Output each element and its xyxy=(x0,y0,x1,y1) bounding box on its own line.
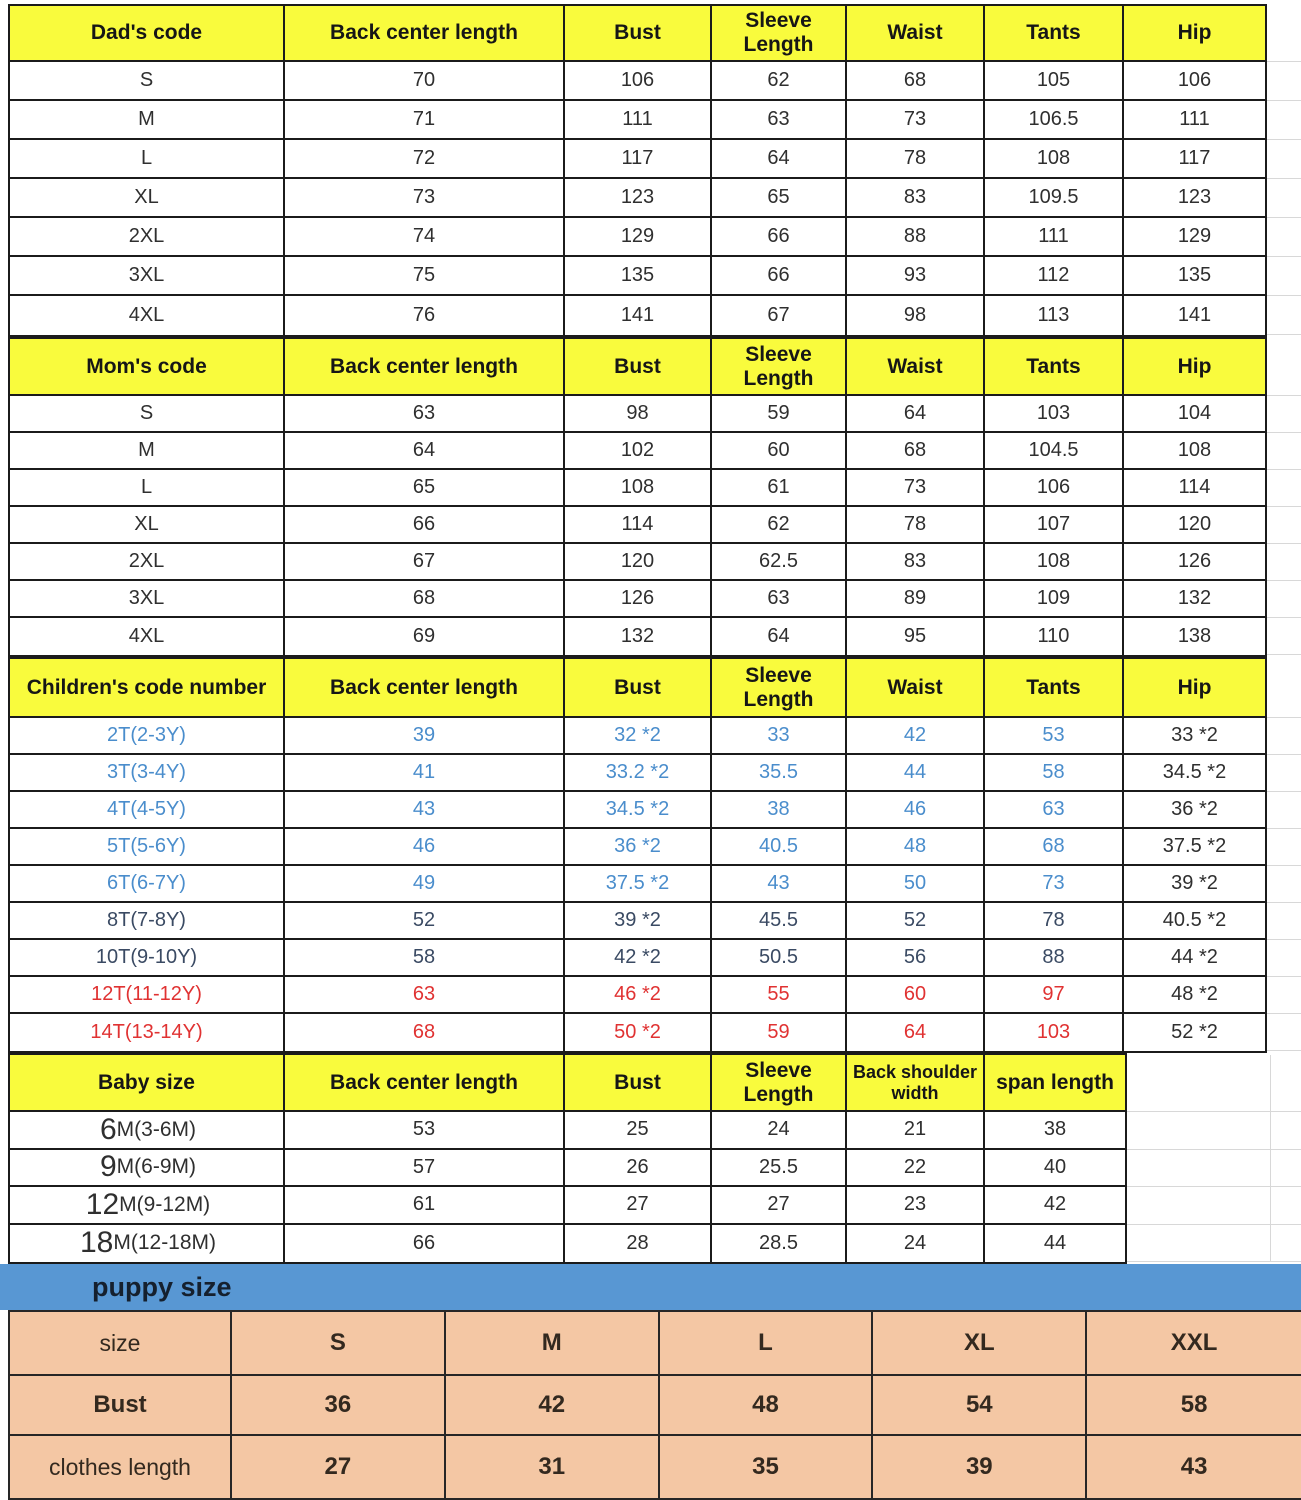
gutter-cell xyxy=(1267,218,1301,257)
table-cell: 98 xyxy=(565,396,712,433)
table-cell: 23 xyxy=(847,1187,985,1225)
table-cell: 25 xyxy=(565,1112,712,1150)
table-cell: 68 xyxy=(285,1014,565,1051)
childrens-size-table xyxy=(8,657,1301,1053)
gutter-cell xyxy=(1127,1150,1271,1188)
puppy-cell: 43 xyxy=(1180,1453,1208,1480)
table-cell: 22 xyxy=(847,1150,985,1188)
table-cell: 2T(2-3Y) xyxy=(10,718,285,755)
spreadsheet-gutter xyxy=(1127,1055,1301,1262)
puppy-row-label: size xyxy=(10,1312,232,1376)
table-cell: M xyxy=(10,433,285,470)
table-cell: S xyxy=(10,62,285,101)
moms-size-table xyxy=(8,337,1301,657)
table-cell: 106 xyxy=(1124,62,1265,101)
table-cell: 43 xyxy=(712,866,847,903)
table-cell: 32 *2 xyxy=(565,718,712,755)
table-cell: 111 xyxy=(565,101,712,140)
header-cell: span length xyxy=(985,1055,1125,1112)
puppy-size-table xyxy=(8,1310,1301,1500)
table-cell: 62 xyxy=(712,62,847,101)
table-cell: 108 xyxy=(565,470,712,507)
puppy-cell: 39 xyxy=(873,1436,1087,1498)
table-cell: 72 xyxy=(285,140,565,179)
table-cell: 64 xyxy=(847,1014,985,1051)
table-cell: 126 xyxy=(565,581,712,618)
baby-size-table-grid xyxy=(8,1053,1127,1264)
table-cell: 66 xyxy=(285,507,565,544)
table-cell: 112 xyxy=(985,257,1124,296)
table-cell: 26 xyxy=(565,1150,712,1188)
table-cell: 68 xyxy=(847,62,985,101)
table-cell: 41 xyxy=(285,755,565,792)
puppy-cell: M xyxy=(446,1312,660,1376)
table-cell: 104.5 xyxy=(985,433,1124,470)
header-cell: Hip xyxy=(1124,659,1265,718)
puppy-cell: 35 xyxy=(660,1436,874,1498)
row-label-rest: M(3-6M) xyxy=(116,1117,196,1141)
table-cell: 50.5 xyxy=(712,940,847,977)
table-cell: 73 xyxy=(285,179,565,218)
row-label-cell xyxy=(10,1112,285,1150)
table-cell: 117 xyxy=(565,140,712,179)
table-cell: 88 xyxy=(985,940,1124,977)
gutter-cell xyxy=(1267,659,1301,718)
table-cell: 46 xyxy=(847,792,985,829)
table-cell: 88 xyxy=(847,218,985,257)
table-cell: 120 xyxy=(1124,507,1265,544)
puppy-cell: 54 xyxy=(873,1376,1087,1436)
table-cell: 44 *2 xyxy=(1124,940,1265,977)
table-cell: 129 xyxy=(565,218,712,257)
table-cell: 108 xyxy=(985,544,1124,581)
table-cell: 59 xyxy=(712,1014,847,1051)
table-cell: 28 xyxy=(565,1225,712,1263)
table-cell: 109.5 xyxy=(985,179,1124,218)
gutter-cell xyxy=(1267,140,1301,179)
table-cell: 103 xyxy=(985,1014,1124,1051)
table-cell: 38 xyxy=(712,792,847,829)
dads-size-table-grid xyxy=(8,4,1267,337)
table-cell: 106 xyxy=(985,470,1124,507)
table-cell: 106 xyxy=(565,62,712,101)
header-cell: Sleeve Length xyxy=(712,339,847,396)
gutter-cell xyxy=(1267,581,1301,618)
table-cell: 56 xyxy=(847,940,985,977)
table-cell: 108 xyxy=(985,140,1124,179)
table-cell: 4T(4-5Y) xyxy=(10,792,285,829)
table-cell: 66 xyxy=(285,1225,565,1263)
table-cell: 2XL xyxy=(10,218,285,257)
table-cell: 50 *2 xyxy=(565,1014,712,1051)
table-cell: 75 xyxy=(285,257,565,296)
header-cell: Back center length xyxy=(285,6,565,62)
table-cell: 49 xyxy=(285,866,565,903)
puppy-cell: XXL xyxy=(1087,1312,1301,1376)
table-cell: 42 xyxy=(847,718,985,755)
table-cell: 33.2 *2 xyxy=(565,755,712,792)
table-cell: 14T(13-14Y) xyxy=(10,1014,285,1051)
table-cell: 39 *2 xyxy=(565,903,712,940)
header-cell: Bust xyxy=(565,659,712,718)
puppy-row-label: Bust xyxy=(10,1376,232,1436)
table-cell: 135 xyxy=(565,257,712,296)
table-cell: 35.5 xyxy=(712,755,847,792)
table-cell: 52 xyxy=(285,903,565,940)
puppy-cell: 48 xyxy=(660,1376,874,1436)
table-cell: 53 xyxy=(985,718,1124,755)
table-cell: 24 xyxy=(712,1112,847,1150)
table-cell: 138 xyxy=(1177,625,1212,647)
table-cell: L xyxy=(10,140,285,179)
gutter-cell xyxy=(1267,396,1301,433)
table-cell: 141 xyxy=(565,296,712,335)
gutter-cell xyxy=(1267,792,1301,829)
table-cell: 110 xyxy=(985,618,1124,655)
table-cell: 61 xyxy=(712,470,847,507)
gutter-cell xyxy=(1271,1150,1301,1188)
header-cell: Waist xyxy=(847,659,985,718)
gutter-cell xyxy=(1271,1187,1301,1225)
header-cell: Waist xyxy=(847,6,985,62)
table-cell: 68 xyxy=(985,829,1124,866)
puppy-cell: 58 xyxy=(1087,1376,1301,1436)
table-cell: 66 xyxy=(712,218,847,257)
table-cell: 120 xyxy=(565,544,712,581)
table-cell: 106.5 xyxy=(985,101,1124,140)
table-cell: 40.5 *2 xyxy=(1124,903,1265,940)
puppy-cell: 27 xyxy=(232,1436,446,1498)
table-cell: 67 xyxy=(285,544,565,581)
table-cell: 62 xyxy=(712,507,847,544)
table-cell: 46 xyxy=(285,829,565,866)
table-cell: 103 xyxy=(985,396,1124,433)
table-cell: 3XL xyxy=(10,257,285,296)
table-cell: 113 xyxy=(985,296,1124,335)
header-cell: Children's code number xyxy=(10,659,285,718)
table-cell: 71 xyxy=(285,101,565,140)
gutter-cell xyxy=(1127,1112,1271,1150)
gutter-cell xyxy=(1267,618,1301,655)
gutter-cell xyxy=(1267,62,1301,101)
table-cell: 74 xyxy=(285,218,565,257)
table-cell: 66 xyxy=(712,257,847,296)
header-cell: Back center length xyxy=(285,1055,565,1112)
table-cell: 114 xyxy=(565,507,712,544)
table-cell: 10T(9-10Y) xyxy=(10,940,285,977)
puppy-cell: XL xyxy=(873,1312,1087,1376)
table-cell: 132 xyxy=(565,618,712,655)
table-cell: 4XL xyxy=(10,618,285,655)
gutter-cell xyxy=(1267,179,1301,218)
table-cell: 53 xyxy=(285,1112,565,1150)
gutter-cell xyxy=(1127,1055,1271,1112)
table-cell: 73 xyxy=(847,470,985,507)
row-label-rest: M(9-12M) xyxy=(119,1192,211,1216)
row-label-big: 9 xyxy=(99,1150,117,1184)
table-cell: 63 xyxy=(712,581,847,618)
gutter-cell xyxy=(1127,1225,1271,1263)
table-cell: 33 xyxy=(712,718,847,755)
table-cell: 42 xyxy=(985,1187,1125,1225)
table-cell: 33 *2 xyxy=(1124,718,1265,755)
table-cell: 12T(11-12Y) xyxy=(10,977,285,1014)
header-cell: Bust xyxy=(565,6,712,62)
gutter-cell xyxy=(1267,977,1301,1014)
table-cell: 52 *2 xyxy=(1171,1021,1218,1043)
table-cell: 44 xyxy=(847,755,985,792)
table-cell: 61 xyxy=(285,1187,565,1225)
header-cell: Back center length xyxy=(285,339,565,396)
table-cell: 108 xyxy=(1124,433,1265,470)
table-cell: 63 xyxy=(285,396,565,433)
table-cell: 123 xyxy=(1124,179,1265,218)
table-cell: 78 xyxy=(847,140,985,179)
table-cell: XL xyxy=(10,179,285,218)
row-label-cell xyxy=(10,1187,285,1225)
table-cell: 98 xyxy=(847,296,985,335)
table-cell: 63 xyxy=(285,977,565,1014)
table-cell: 64 xyxy=(285,433,565,470)
table-cell: 27 xyxy=(712,1187,847,1225)
table-cell: 27 xyxy=(565,1187,712,1225)
table-cell: 34.5 *2 xyxy=(565,792,712,829)
spreadsheet-gutter xyxy=(1267,659,1301,1051)
table-cell: 48 *2 xyxy=(1124,977,1265,1014)
header-cell: Bust xyxy=(565,1055,712,1112)
table-cell: 40.5 xyxy=(712,829,847,866)
table-cell: 60 xyxy=(847,977,985,1014)
table-cell: 109 xyxy=(985,581,1124,618)
row-label-big: 6 xyxy=(99,1112,117,1146)
table-cell: 37.5 *2 xyxy=(565,866,712,903)
gutter-cell xyxy=(1271,1055,1301,1112)
puppy-size-bar-label: puppy size xyxy=(92,1271,232,1302)
table-cell: 111 xyxy=(1124,101,1265,140)
gutter-cell xyxy=(1267,866,1301,903)
gutter-cell xyxy=(1267,101,1301,140)
row-label-cell xyxy=(10,1225,285,1263)
table-cell: 97 xyxy=(985,977,1124,1014)
gutter-cell xyxy=(1267,829,1301,866)
gutter-cell xyxy=(1267,339,1301,396)
gutter-cell xyxy=(1267,1014,1301,1051)
table-cell: 59 xyxy=(712,396,847,433)
header-cell: Sleeve Length xyxy=(712,6,847,62)
table-cell: 60 xyxy=(712,433,847,470)
puppy-row-label: clothes length xyxy=(10,1436,232,1498)
table-cell: 63 xyxy=(712,101,847,140)
header-cell: Waist xyxy=(847,339,985,396)
table-cell: 62.5 xyxy=(712,544,847,581)
table-cell: 46 *2 xyxy=(565,977,712,1014)
table-cell: 68 xyxy=(285,581,565,618)
header-cell: Hip xyxy=(1124,6,1265,62)
table-cell: S xyxy=(10,396,285,433)
table-cell: 114 xyxy=(1124,470,1265,507)
gutter-cell xyxy=(1267,296,1301,335)
table-cell: 3T(3-4Y) xyxy=(10,755,285,792)
header-cell: Back center length xyxy=(285,659,565,718)
table-cell: 70 xyxy=(285,62,565,101)
table-cell: 5T(5-6Y) xyxy=(10,829,285,866)
table-cell: 4XL xyxy=(10,296,285,335)
puppy-size-bar xyxy=(0,1264,1301,1310)
table-cell: 129 xyxy=(1124,218,1265,257)
table-cell: 2XL xyxy=(10,544,285,581)
table-cell: 132 xyxy=(1124,581,1265,618)
table-cell: 40 xyxy=(985,1150,1125,1188)
table-cell: 6T(6-7Y) xyxy=(10,866,285,903)
header-cell: Mom's code xyxy=(10,339,285,396)
table-cell: 105 xyxy=(985,62,1124,101)
table-cell: 78 xyxy=(847,507,985,544)
table-cell: 76 xyxy=(285,296,565,335)
gutter-cell xyxy=(1267,470,1301,507)
table-cell: 141 xyxy=(1177,304,1212,326)
gutter-cell xyxy=(1267,544,1301,581)
table-cell: 52 xyxy=(847,903,985,940)
table-cell: 64 xyxy=(847,396,985,433)
table-cell: 36 *2 xyxy=(565,829,712,866)
moms-size-table-grid xyxy=(8,337,1267,657)
table-cell: 117 xyxy=(1124,140,1265,179)
gutter-cell xyxy=(1267,718,1301,755)
table-cell: 58 xyxy=(985,755,1124,792)
table-cell: 50 xyxy=(847,866,985,903)
table-cell: 43 xyxy=(285,792,565,829)
table-cell: 83 xyxy=(847,544,985,581)
table-cell: 39 xyxy=(285,718,565,755)
gutter-cell xyxy=(1271,1225,1301,1263)
table-cell: 123 xyxy=(565,179,712,218)
header-cell: Baby size xyxy=(10,1055,285,1112)
table-cell: 34.5 *2 xyxy=(1124,755,1265,792)
table-cell: 83 xyxy=(847,179,985,218)
puppy-cell: 36 xyxy=(232,1376,446,1436)
table-cell: 111 xyxy=(985,218,1124,257)
table-cell: 36 *2 xyxy=(1124,792,1265,829)
table-cell: 3XL xyxy=(10,581,285,618)
header-cell: Tants xyxy=(985,339,1124,396)
header-cell: Back shoulder width xyxy=(847,1055,985,1112)
table-cell: 57 xyxy=(285,1150,565,1188)
table-cell: 73 xyxy=(985,866,1124,903)
header-cell: Hip xyxy=(1124,339,1265,396)
childrens-size-table-grid xyxy=(8,657,1267,1053)
gutter-cell xyxy=(1267,940,1301,977)
table-cell: 68 xyxy=(847,433,985,470)
table-cell: 95 xyxy=(847,618,985,655)
header-cell: Tants xyxy=(985,659,1124,718)
header-cell: Sleeve Length xyxy=(712,1055,847,1112)
header-cell: Bust xyxy=(565,339,712,396)
table-cell: 64 xyxy=(712,618,847,655)
header-cell: Sleeve Length xyxy=(712,659,847,718)
puppy-cell: 42 xyxy=(446,1376,660,1436)
table-cell: 37.5 *2 xyxy=(1124,829,1265,866)
puppy-cell: 31 xyxy=(446,1436,660,1498)
table-cell: 73 xyxy=(847,101,985,140)
table-cell: 78 xyxy=(985,903,1124,940)
table-cell: 38 xyxy=(985,1112,1125,1150)
table-cell: 48 xyxy=(847,829,985,866)
gutter-cell xyxy=(1267,433,1301,470)
table-cell: 39 *2 xyxy=(1124,866,1265,903)
table-cell: 107 xyxy=(985,507,1124,544)
gutter-cell xyxy=(1267,903,1301,940)
row-label-rest: M(6-9M) xyxy=(116,1155,196,1179)
table-cell: 25.5 xyxy=(712,1150,847,1188)
table-cell: 135 xyxy=(1124,257,1265,296)
gutter-cell xyxy=(1267,6,1301,62)
gutter-cell xyxy=(1267,507,1301,544)
header-cell: Dad's code xyxy=(10,6,285,62)
table-cell: 44 xyxy=(1043,1231,1067,1254)
table-cell: 24 xyxy=(847,1225,985,1263)
puppy-cell: L xyxy=(660,1312,874,1376)
gutter-cell xyxy=(1267,755,1301,792)
table-cell: 104 xyxy=(1124,396,1265,433)
table-cell: M xyxy=(10,101,285,140)
row-label-big: 18 xyxy=(79,1226,114,1260)
table-cell: 89 xyxy=(847,581,985,618)
table-cell: 65 xyxy=(285,470,565,507)
table-cell: 65 xyxy=(712,179,847,218)
row-label-big: 12 xyxy=(85,1187,120,1221)
gutter-cell xyxy=(1271,1112,1301,1150)
table-cell: L xyxy=(10,470,285,507)
table-cell: 58 xyxy=(285,940,565,977)
table-cell: 93 xyxy=(847,257,985,296)
table-cell: 102 xyxy=(565,433,712,470)
header-cell: Tants xyxy=(985,6,1124,62)
gutter-cell xyxy=(1127,1187,1271,1225)
baby-size-table xyxy=(8,1053,1301,1264)
row-label-rest: M(12-18M) xyxy=(113,1231,217,1255)
table-cell: 21 xyxy=(847,1112,985,1150)
table-cell: 8T(7-8Y) xyxy=(10,903,285,940)
row-label-cell xyxy=(10,1150,285,1188)
table-cell: 126 xyxy=(1124,544,1265,581)
spreadsheet-gutter xyxy=(1267,6,1301,335)
table-cell: 67 xyxy=(712,296,847,335)
puppy-cell: S xyxy=(232,1312,446,1376)
table-cell: XL xyxy=(10,507,285,544)
table-cell: 69 xyxy=(285,618,565,655)
gutter-cell xyxy=(1267,257,1301,296)
table-cell: 64 xyxy=(712,140,847,179)
dads-size-table xyxy=(8,4,1301,337)
table-cell: 55 xyxy=(712,977,847,1014)
table-cell: 63 xyxy=(985,792,1124,829)
table-cell: 42 *2 xyxy=(565,940,712,977)
table-cell: 45.5 xyxy=(712,903,847,940)
table-cell: 28.5 xyxy=(712,1225,847,1263)
spreadsheet-gutter xyxy=(1267,339,1301,655)
